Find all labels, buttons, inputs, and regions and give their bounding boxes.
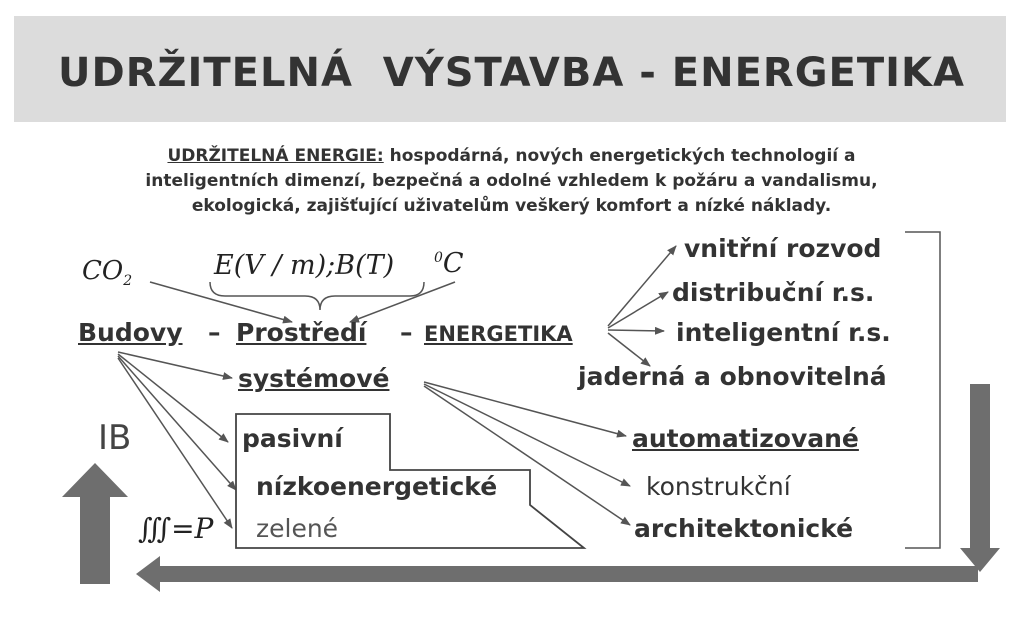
building-type-1: pasivní [242, 424, 343, 453]
intro-line1-text: hospodárná, nových energetických technologií a [383, 146, 856, 166]
arrow-budovy-nizko [118, 356, 236, 490]
systemove-item-2: konstrukční [646, 472, 791, 501]
ib-up-arrow [62, 463, 128, 584]
building-type-2: nízkoenergetické [256, 472, 498, 501]
energetika-item-3: inteligentní r.s. [676, 318, 891, 347]
co2-formula: $CO_2$ [82, 256, 133, 290]
arrow-temp [350, 282, 455, 322]
arrow-budovy-systemove [118, 352, 232, 378]
arrow-co2 [150, 282, 292, 322]
arrow-budovy-zelene [118, 358, 232, 528]
ib-label: IB [98, 418, 132, 458]
node-budovy: Budovy [78, 318, 183, 347]
node-prostredi: Prostředí [236, 318, 367, 347]
energetika-item-1: vnitřní rozvod [684, 234, 882, 263]
right-bracket [905, 232, 940, 548]
feedback-down-arrow [960, 384, 1000, 572]
arrow-energetika-1 [608, 246, 676, 326]
energetika-item-4: jaderná a obnovitelná [578, 362, 887, 391]
energetika-item-2: distribuční r.s. [672, 278, 875, 307]
arrow-budovy-pasivni [118, 354, 228, 442]
intro-term: UDRŽITELNÁ ENERGIE: [167, 146, 384, 166]
arrow-energetika-2 [608, 292, 668, 328]
dash-2: – [400, 318, 413, 347]
page-title: UDRŽITELNÁ VÝSTAVBA - ENERGETIKA [58, 50, 965, 96]
building-type-3: zelené [256, 514, 339, 543]
integral-formula: ∭=P [138, 512, 214, 545]
intro-line-2: inteligentních dimenzí, bezpečná a odolné vzhledem k požáru a vandalismu, [145, 171, 878, 191]
field-formula: E(V / m);B(T) [214, 250, 395, 281]
node-energetika: ENERGETIKA [424, 322, 573, 346]
dash-1: – [208, 318, 221, 347]
arrow-energetika-3 [608, 330, 664, 331]
systemove-item-1: automatizované [632, 424, 859, 453]
temperature-formula: $^0$C [434, 248, 464, 279]
intro-line-3: ekologická, zajišťující uživatelům veškerý komfort a nízké náklady. [191, 196, 832, 216]
feedback-left-arrow [136, 556, 978, 592]
node-systemove: systémové [238, 364, 390, 393]
arrow-systemove-3 [424, 386, 630, 525]
systemove-item-3: architektonické [634, 514, 854, 543]
